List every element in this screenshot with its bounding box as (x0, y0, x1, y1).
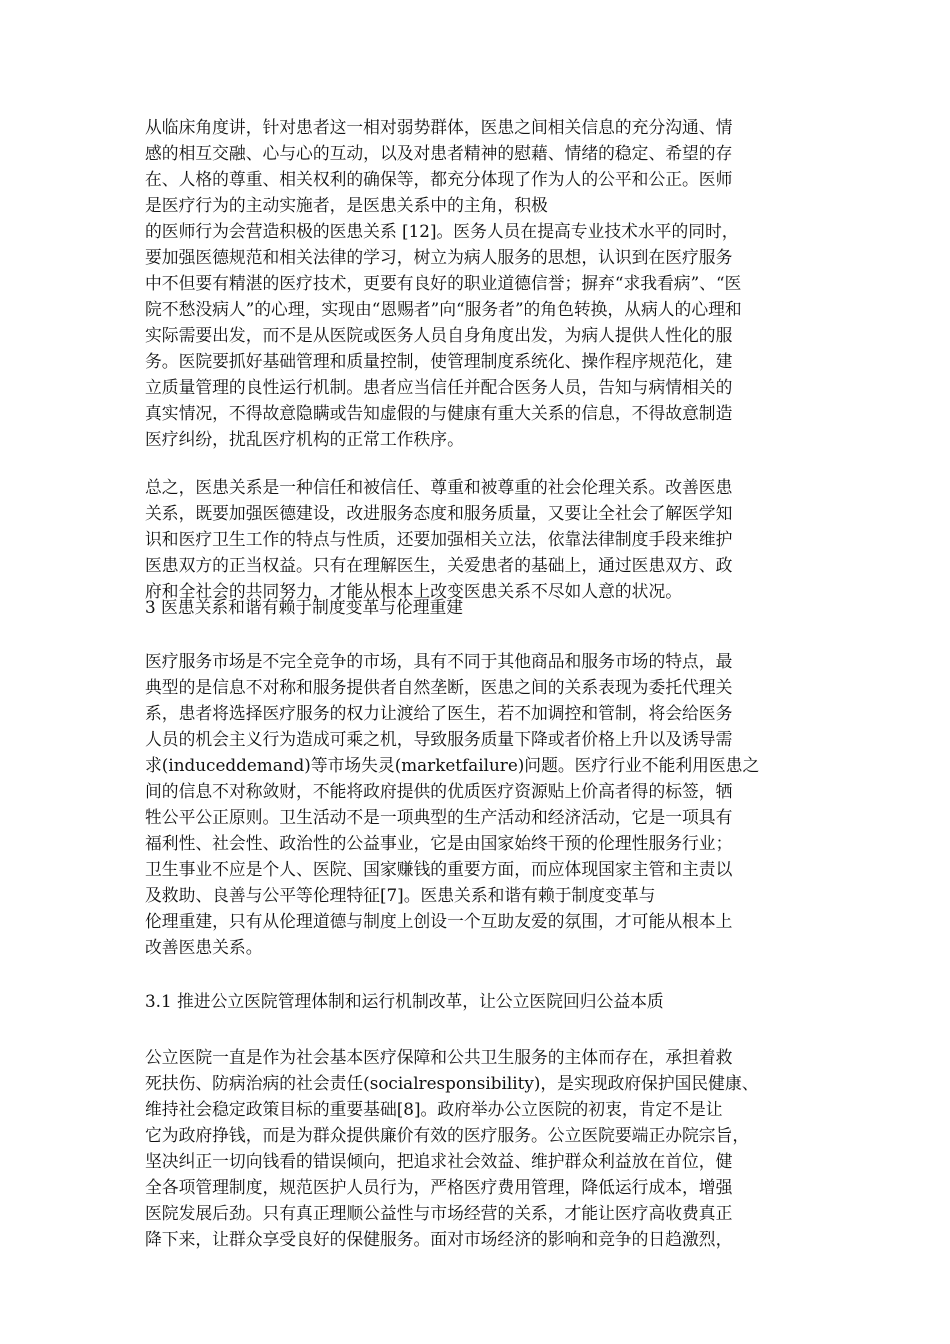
paragraph-2-line-3: 识和医疗卫生工作的特点与性质，还要加强相关立法，依靠法律制度手段来维护 (145, 529, 733, 549)
paragraph-1-line-9: 实际需要出发，而不是从医院或医务人员自身角度出发，为病人提供人性化的服 (145, 325, 733, 345)
paragraph-2-line-5: 府和全社会的共同努力，才能从根本上改变医患关系不尽如人意的状况。 (145, 581, 683, 601)
paragraph-1-line-13: 医疗纠纷，扰乱医疗机构的正常工作秩序。 (145, 429, 464, 449)
paragraph-1-line-7: 中不但要有精湛的医疗技术，更要有良好的职业道德信誉；摒弃“求我看病”、“医 (145, 273, 742, 293)
paragraph-3-line-12: 改善医患关系。 (145, 937, 263, 957)
paragraph-3-line-1: 医疗服务市场是不完全竞争的市场，具有不同于其他商品和服务市场的特点，最 (145, 651, 733, 671)
paragraph-2-line-2: 关系，既要加强医德建设，改进服务态度和服务质量，又要让全社会了解医学知 (145, 503, 733, 523)
paragraph-4-line-8: 降下来，让群众享受良好的保健服务。面对市场经济的影响和竞争的日趋激烈， (145, 1229, 733, 1249)
paragraph-3-line-10: 及救助、良善与公平等伦理特征[7]。医患关系和谐有赖于制度变革与 (145, 885, 656, 905)
paragraph-3-line-9: 卫生事业不应是个人、医院、国家赚钱的重要方面，而应体现国家主管和主责以 (145, 859, 733, 879)
paragraph-3-line-11: 伦理重建，只有从伦理道德与制度上创设一个互助友爱的氛围，才可能从根本上 (145, 911, 733, 931)
section-heading-3: 3 医患关系和谐有赖于制度变革与伦理重建 (145, 597, 464, 617)
paragraph-1-line-8: 院不愁没病人”的心理，实现由“恩赐者”向“服务者”的角色转换，从病人的心理和 (145, 299, 742, 319)
paragraph-3-line-8: 福利性、社会性、政治性的公益事业，它是由国家始终干预的伦理性服务行业； (145, 833, 733, 853)
paragraph-4-line-4: 它为政府挣钱，而是为群众提供廉价有效的医疗服务。公立医院要端正办院宗旨， (145, 1125, 750, 1145)
paragraph-1-line-6: 要加强医德规范和相关法律的学习，树立为病人服务的思想，认识到在医疗服务 (145, 247, 733, 267)
paragraph-1-line-5: 的医师行为会营造积极的医患关系 [12]。医务人员在提高专业技术水平的同时， (145, 221, 739, 241)
paragraph-2-line-1: 总之，医患关系是一种信任和被信任、尊重和被尊重的社会伦理关系。改善医患 (145, 477, 733, 497)
paragraph-4-line-3: 维持社会稳定政策目标的重要基础[8]。政府举办公立医院的初衷，肯定不是让 (145, 1099, 723, 1119)
paragraph-2-line-4: 医患双方的正当权益。只有在理解医生，关爱患者的基础上，通过医患双方、政 (145, 555, 733, 575)
paragraph-3-line-4: 人员的机会主义行为造成可乘之机，导致服务质量下降或者价格上升以及诱导需 (145, 729, 733, 749)
paragraph-4-line-6: 全各项管理制度，规范医护人员行为，严格医疗费用管理，降低运行成本，增强 (145, 1177, 733, 1197)
paragraph-1-line-11: 立质量管理的良性运行机制。患者应当信任并配合医务人员，告知与病情相关的 (145, 377, 733, 397)
paragraph-1-line-4: 是医疗行为的主动实施者，是医患关系中的主角，积极 (145, 195, 548, 215)
paragraph-3-line-7: 牲公平公正原则。卫生活动不是一项典型的生产活动和经济活动，它是一项具有 (145, 807, 733, 827)
paragraph-1-line-1: 从临床角度讲，针对患者这一相对弱势群体，医患之间相关信息的充分沟通、情 (145, 117, 733, 137)
paragraph-4-line-1: 公立医院一直是作为社会基本医疗保障和公共卫生服务的主体而存在，承担着救 (145, 1047, 733, 1067)
paragraph-4-line-2: 死扶伤、防病治病的社会责任(socialresponsibility)，是实现政府保护国民健康、 (145, 1073, 759, 1093)
paragraph-1-line-3: 在、人格的尊重、相关权利的确保等，都充分体现了作为人的公平和公正。医师 (145, 169, 733, 189)
paragraph-4-line-7: 医院发展后劲。只有真正理顺公益性与市场经营的关系，才能让医疗高收费真正 (145, 1203, 733, 1223)
paragraph-3-line-5: 求(induceddemand)等市场失灵(marketfailure)问题。医疗行业不能利用医患之 (145, 755, 760, 775)
paragraph-3-line-2: 典型的是信息不对称和服务提供者自然垄断，医患之间的关系表现为委托代理关 (145, 677, 733, 697)
paragraph-3-line-3: 系，患者将选择医疗服务的权力让渡给了医生，若不加调控和管制，将会给医务 (145, 703, 733, 723)
paragraph-1-line-10: 务。医院要抓好基础管理和质量控制，使管理制度系统化、操作程序规范化，建 (145, 351, 733, 371)
paragraph-4-line-5: 坚决纠正一切向钱看的错误倾向，把追求社会效益、维护群众利益放在首位，健 (145, 1151, 733, 1171)
paragraph-1-line-12: 真实情况，不得故意隐瞒或告知虚假的与健康有重大关系的信息，不得故意制造 (145, 403, 733, 423)
paragraph-3-line-6: 间的信息不对称敛财，不能将政府提供的优质医疗资源贴上价高者得的标签，牺 (145, 781, 733, 801)
paragraph-1-line-2: 感的相互交融、心与心的互动，以及对患者精神的慰藉、情绪的稳定、希望的存 (145, 143, 733, 163)
section-heading-3-1: 3.1 推进公立医院管理体制和运行机制改革，让公立医院回归公益本质 (145, 991, 664, 1011)
